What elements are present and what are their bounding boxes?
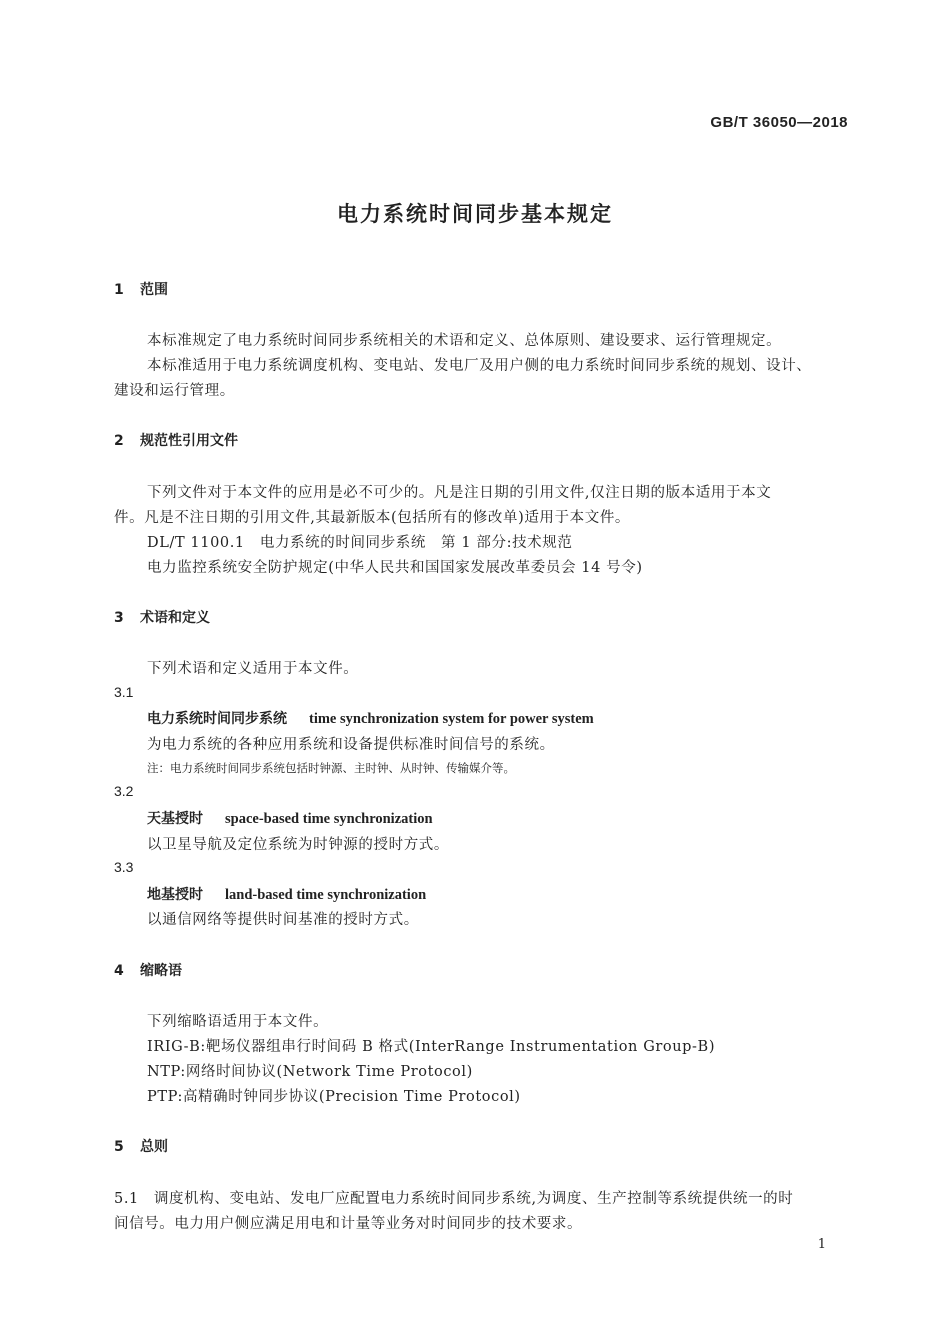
term-number: 3.3 (114, 859, 134, 875)
section-3-heading (114, 607, 210, 627)
paragraph-continuation: 建设和运行管理。 (114, 383, 235, 399)
term-definition: 为电力系统的各种应用系统和设备提供标准时间信号的系统。 (147, 737, 555, 753)
term-english: land-based time synchronization (225, 887, 427, 903)
paragraph-continuation: 间信号。电力用户侧应满足用电和计量等业务对时间同步的技术要求。 (114, 1216, 583, 1232)
term-chinese: 天基授时 (147, 811, 203, 827)
term-number: 3.1 (114, 684, 134, 700)
section-number: 5 (114, 1139, 124, 1155)
term-chinese: 电力系统时间同步系统 (147, 711, 287, 727)
section-title: 规范性引用文件 (140, 433, 238, 449)
section-number: 2 (114, 433, 124, 449)
section-1-heading (114, 279, 168, 299)
document-title: 电力系统时间同步基本规定 (337, 202, 613, 226)
page-number: 1 (817, 1237, 826, 1252)
section-number: 3 (114, 610, 124, 626)
paragraph: 下列术语和定义适用于本文件。 (147, 661, 359, 677)
section-4-heading (114, 960, 182, 980)
term-entry (147, 808, 433, 828)
term-definition: 以卫星导航及定位系统为时钟源的授时方式。 (147, 837, 449, 853)
term-definition: 以通信网络等提供时间基准的授时方式。 (147, 912, 419, 928)
term-english: space-based time synchronization (225, 811, 433, 827)
section-number: 4 (114, 963, 124, 979)
paragraph: 下列缩略语适用于本文件。 (147, 1014, 329, 1030)
section-title: 缩略语 (140, 963, 182, 979)
term-english: time synchronization system for power system (309, 711, 594, 727)
standard-number: GB/T 36050—2018 (710, 114, 848, 131)
term-chinese: 地基授时 (147, 887, 203, 903)
abbreviation-item: NTP:网络时间协议(Network Time Protocol) (147, 1064, 473, 1080)
reference-item: 电力监控系统安全防护规定(中华人民共和国国家发展改革委员会 14 号令) (147, 560, 643, 576)
paragraph: 下列文件对于本文件的应用是必不可少的。凡是注日期的引用文件,仅注日期的版本适用于本文 (147, 485, 772, 501)
paragraph: 本标准适用于电力系统调度机构、变电站、发电厂及用户侧的电力系统时间同步系统的规划、设计、 (147, 358, 812, 374)
term-entry (147, 884, 426, 904)
section-title: 范围 (140, 282, 168, 298)
term-number: 3.2 (114, 783, 134, 799)
section-number: 1 (114, 282, 124, 298)
section-title: 总则 (140, 1139, 168, 1155)
reference-item: DL/T 1100.1 电力系统的时间同步系统 第 1 部分:技术规范 (147, 535, 573, 551)
paragraph: 本标准规定了电力系统时间同步系统相关的术语和定义、总体原则、建设要求、运行管理规定。 (147, 333, 782, 349)
section-2-heading (114, 430, 238, 450)
section-title: 术语和定义 (140, 610, 210, 626)
term-entry (147, 708, 594, 728)
abbreviation-item: PTP:高精确时钟同步协议(Precision Time Protocol) (147, 1089, 521, 1105)
abbreviation-item: IRIG-B:靶场仪器组串行时间码 B 格式(InterRange Instrumentation Group-B) (147, 1039, 716, 1055)
clause-5-1: 5.1 调度机构、变电站、发电厂应配置电力系统时间同步系统,为调度、生产控制等系统提供统一的时 (114, 1191, 794, 1207)
term-note: 注：电力系统时间同步系统包括时钟源、主时钟、从时钟、传输媒介等。 (147, 761, 515, 775)
section-5-heading (114, 1136, 168, 1156)
paragraph-continuation: 件。凡是不注日期的引用文件,其最新版本(包括所有的修改单)适用于本文件。 (114, 510, 631, 526)
